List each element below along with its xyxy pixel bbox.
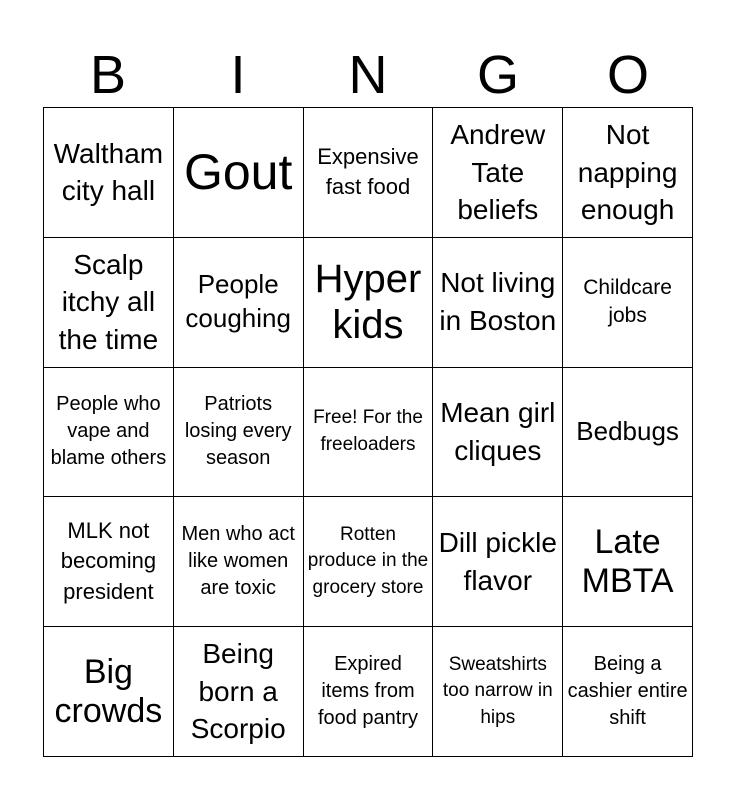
bingo-header [43,42,693,108]
bingo-cell-r5-c1[interactable] [44,627,174,757]
bingo-cell-r3-c3[interactable] [304,368,434,498]
bingo-cell-r2-c5[interactable] [563,238,693,368]
cell-text: Rotten produce in the grocery store [307,523,429,599]
bingo-cell-r2-c4[interactable] [433,238,563,368]
cell-text: Late MBTA [581,522,674,600]
cell-text: Free! For the freeloaders [313,407,423,455]
bingo-cell-r5-c3[interactable] [304,627,434,757]
bingo-cell-r2-c3[interactable] [304,238,434,368]
cell-text: Expensive fast food [317,143,419,200]
cell-text: Expired items from food pantry [317,653,419,730]
bingo-cell-r5-c5[interactable] [563,627,693,757]
cell-text: Hyper kids [314,257,422,348]
cell-text: Dill pickle flavor [438,526,557,596]
bingo-cell-r1-c3[interactable] [304,108,434,238]
cell-text: Childcare jobs [583,275,672,328]
bingo-cell-r3-c4[interactable] [433,368,563,498]
bingo-cell-r3-c5[interactable] [563,368,693,498]
cell-text: Andrew Tate beliefs [450,118,546,226]
bingo-cell-r5-c2[interactable] [174,627,304,757]
bingo-cell-r3-c2[interactable] [174,368,304,498]
cell-text: People coughing [185,269,291,334]
cell-text: People who vape and blame others [50,393,167,470]
cell-text: Gout [183,144,293,201]
header-letter-o: O [606,45,649,105]
cell-text: MLK not becoming president [60,517,157,605]
header-letter-g: G [476,45,519,105]
cell-text: Not living in Boston [439,267,557,337]
cell-text: Men who act like women are toxic [181,523,295,600]
cell-text: Bedbugs [576,416,679,447]
header-letter-b: B [89,45,127,105]
bingo-board [43,107,693,757]
bingo-cell-r4-c2[interactable] [174,497,304,627]
cell-text: Mean girl cliques [440,397,556,466]
bingo-cell-r1-c2[interactable] [174,108,304,238]
bingo-cell-r4-c4[interactable] [433,497,563,627]
cell-text: Scalp itchy all the time [58,248,159,356]
bingo-cell-r5-c4[interactable] [433,627,563,757]
header-letter-i: I [230,45,246,105]
cell-text: Sweatshirts too narrow in hips [442,653,553,728]
cell-text: Being born a Scorpio [190,637,286,745]
bingo-cell-r3-c1[interactable] [44,368,174,498]
cell-text: Waltham city hall [53,137,164,207]
header-letter-n: N [348,45,388,105]
bingo-cell-r4-c3[interactable] [304,497,434,627]
bingo-cell-r1-c4[interactable] [433,108,563,238]
cell-text: Not napping enough [577,118,678,226]
bingo-cell-r2-c1[interactable] [44,238,174,368]
bingo-cell-r4-c1[interactable] [44,497,174,627]
bingo-cell-r1-c5[interactable] [563,108,693,238]
cell-text: Patriots losing every season [184,393,292,470]
cell-text: Big crowds [54,652,163,730]
cell-text: Being a cashier entire shift [567,653,688,730]
bingo-cell-r2-c2[interactable] [174,238,304,368]
bingo-cell-r1-c1[interactable] [44,108,174,238]
bingo-cell-r4-c5[interactable] [563,497,693,627]
